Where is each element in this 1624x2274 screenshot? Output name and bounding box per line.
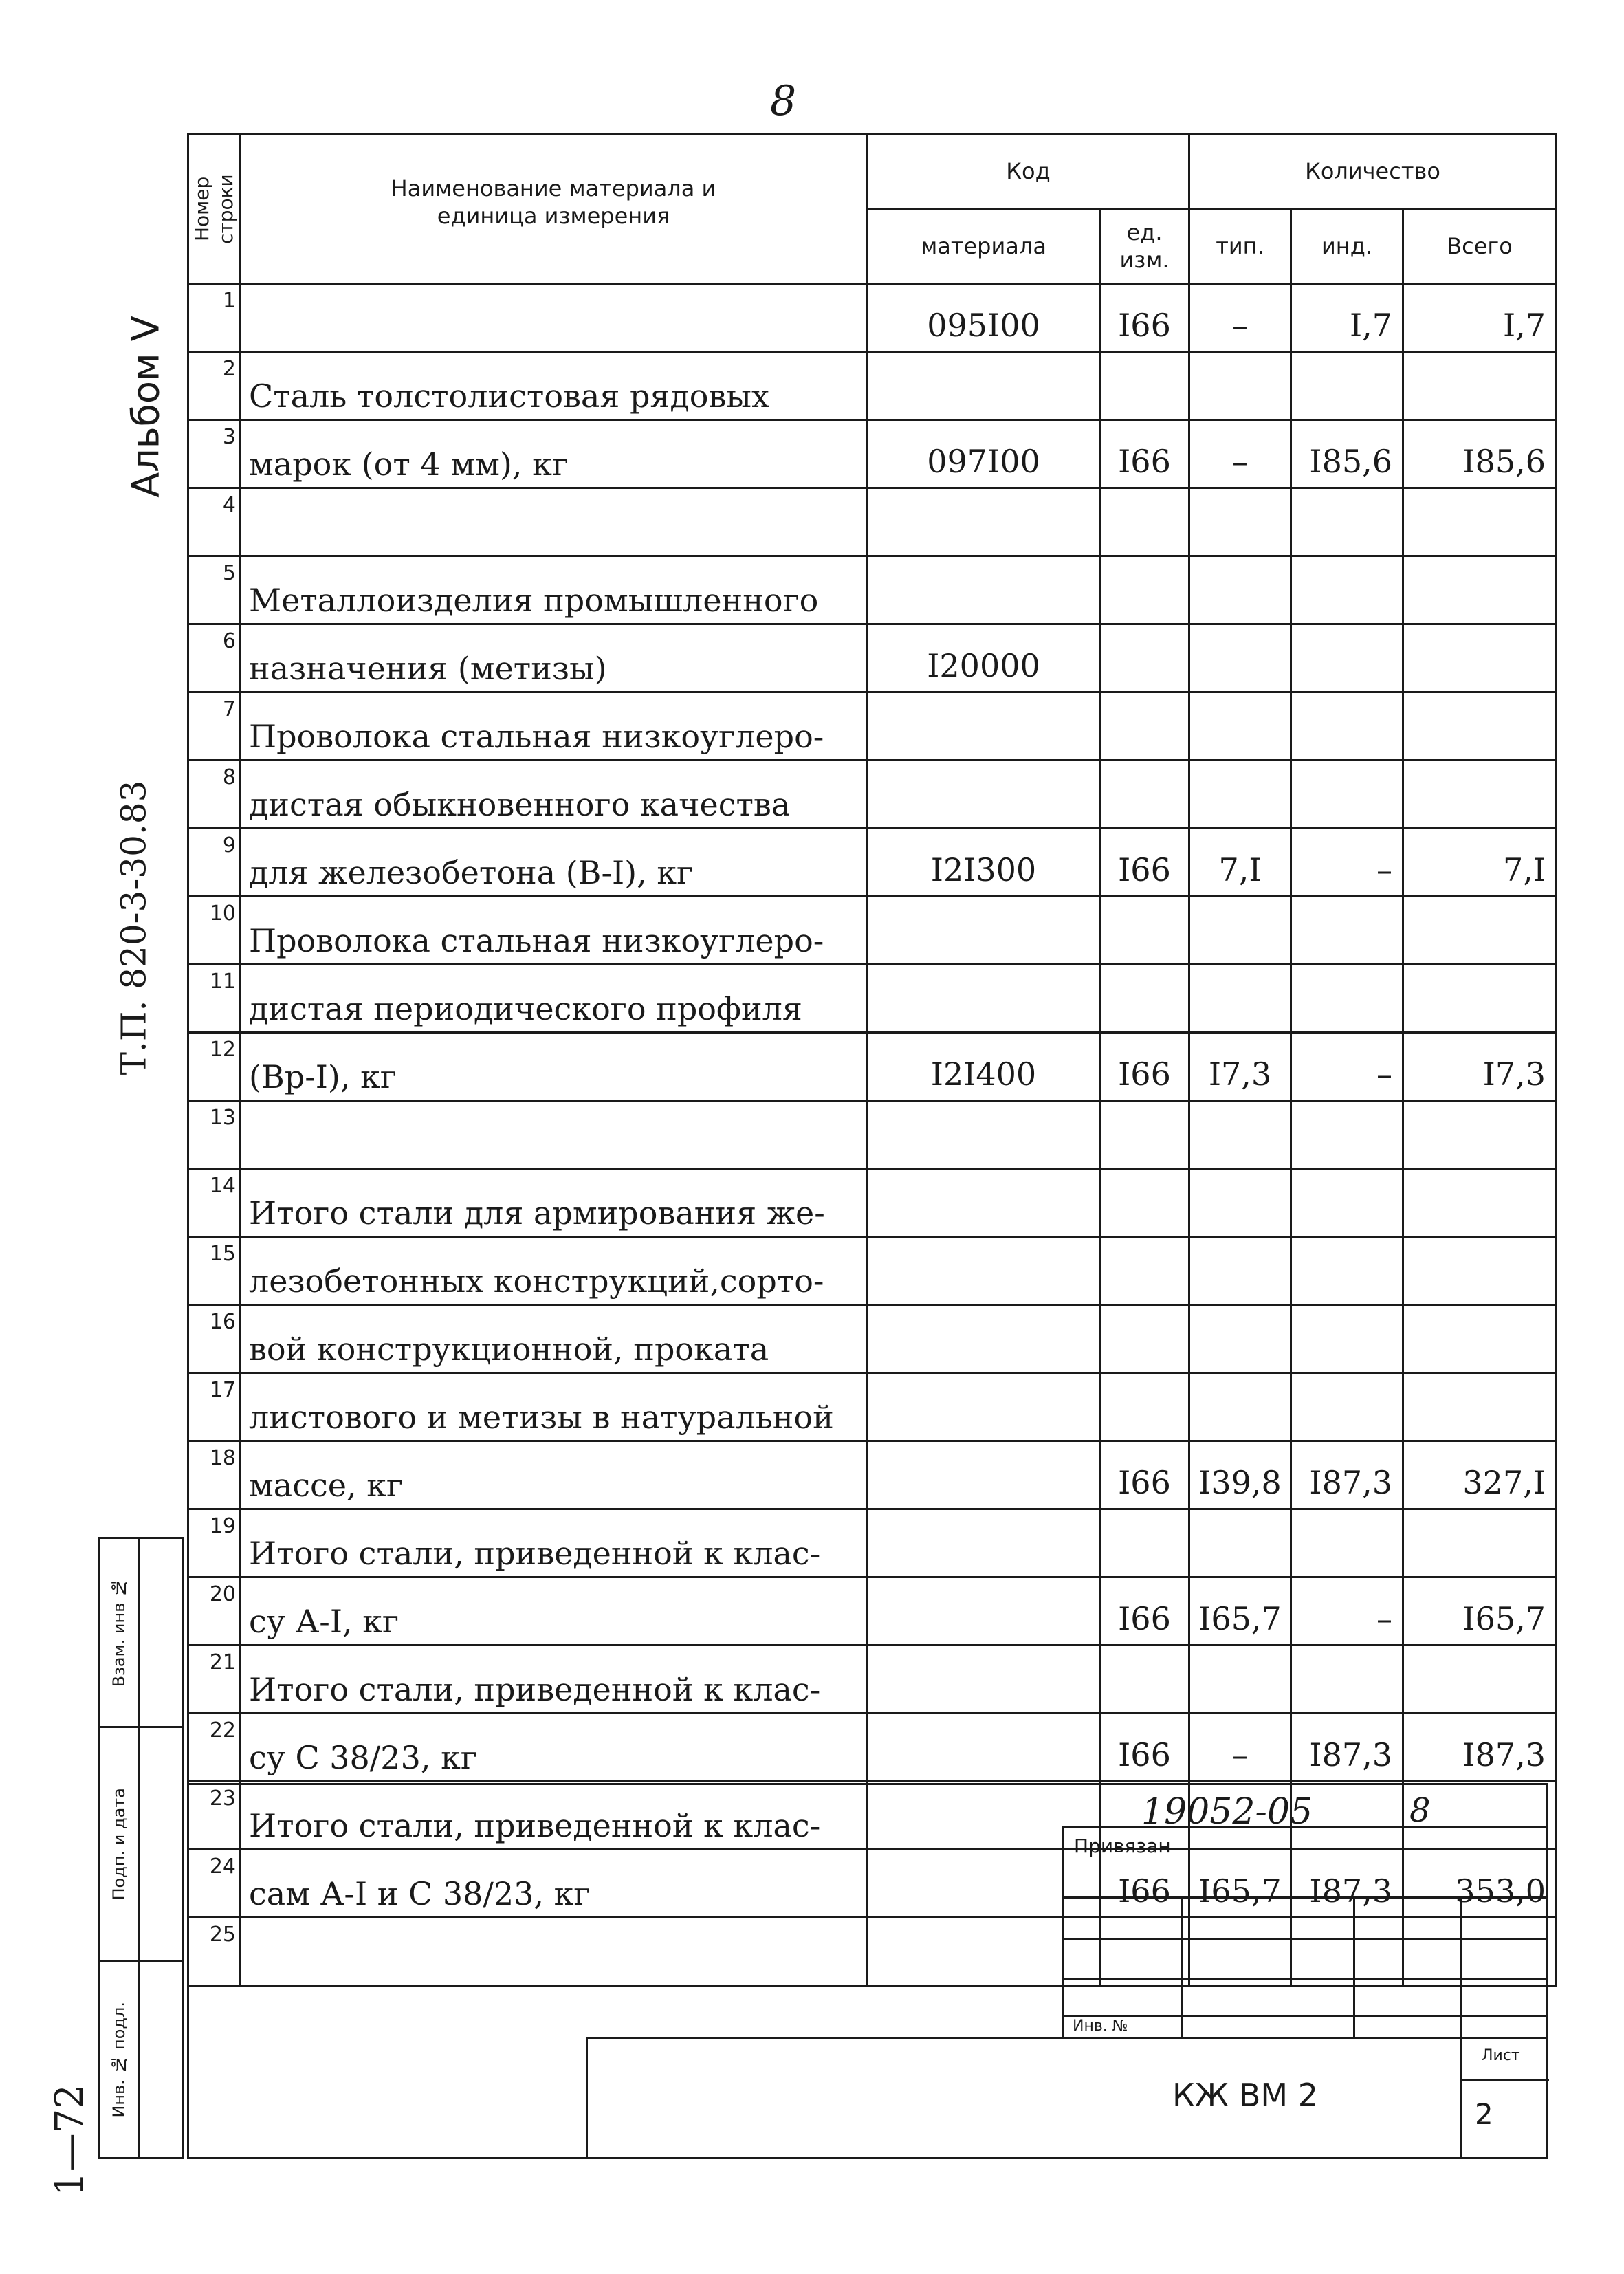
qty-ind [1291,692,1403,761]
unit-code: I66 [1100,1441,1189,1509]
row-number: 12 [188,1033,240,1101]
table-row [188,897,1557,965]
material-code: 097I00 [868,420,1100,488]
table-row [188,1509,1557,1577]
qty-ind [1291,1101,1403,1169]
header-material-name: Наименование материала и единица измерения [240,134,868,284]
table-row [188,1373,1557,1441]
qty-total [1403,897,1557,965]
material-code: I2I400 [868,1033,1100,1101]
header-qty-ind: инд. [1291,209,1403,284]
qty-tip [1189,1305,1291,1373]
qty-total: 327,I [1403,1441,1557,1509]
stamp-label-vzam: Взам. инв № [109,1577,129,1687]
table-row [188,624,1557,692]
row-number: 6 [188,624,240,692]
qty-total [1403,1373,1557,1441]
unit-code: I66 [1100,420,1189,488]
row-number: 3 [188,420,240,488]
qty-ind [1291,965,1403,1033]
material-code [868,1509,1100,1577]
material-name [240,284,868,352]
binding-label: Привязан [1074,1835,1171,1857]
qty-total: I7,3 [1403,1033,1557,1101]
table-row [188,1101,1557,1169]
qty-tip: I7,3 [1189,1033,1291,1101]
unit-code [1100,761,1189,829]
row-number: 1 [188,284,240,352]
row-number: 23 [188,1782,240,1850]
table-header-row-1 [188,134,1557,209]
qty-tip: I65,7 [1189,1577,1291,1646]
unit-code [1100,1101,1189,1169]
qty-ind: I87,3 [1291,1850,1403,1918]
qty-ind [1291,761,1403,829]
qty-total: I87,3 [1403,1714,1557,1782]
material-code [868,965,1100,1033]
row-number: 10 [188,897,240,965]
qty-total [1403,488,1557,556]
material-name: су С 38/23, кг [240,1714,868,1782]
row-number: 4 [188,488,240,556]
qty-ind: I87,3 [1291,1714,1403,1782]
qty-ind [1291,1237,1403,1305]
material-code [868,897,1100,965]
qty-ind: I87,3 [1291,1441,1403,1509]
unit-code: I66 [1100,1033,1189,1101]
qty-tip [1189,965,1291,1033]
table-row [188,1441,1557,1509]
table-row [188,284,1557,352]
material-name: марок (от 4 мм), кг [240,420,868,488]
stamp-label-inv: Инв. № подл. [109,2001,129,2118]
qty-tip [1189,556,1291,624]
row-number: 19 [188,1509,240,1577]
unit-code [1100,1237,1189,1305]
material-name: сам А-I и С 38/23, кг [240,1850,868,1918]
qty-ind: – [1291,829,1403,897]
unit-code [1100,1305,1189,1373]
header-code-material: материала [868,209,1100,284]
qty-tip [1189,1169,1291,1237]
qty-total: I,7 [1403,284,1557,352]
material-code [868,352,1100,420]
table-row [188,1305,1557,1373]
unit-code [1100,1373,1189,1441]
material-code [868,556,1100,624]
qty-tip [1189,1101,1291,1169]
material-name: лезобетонных конструкций,сорто- [240,1237,868,1305]
table-row [188,556,1557,624]
material-name: назначения (метизы) [240,624,868,692]
qty-ind [1291,1305,1403,1373]
material-code [868,1441,1100,1509]
stamp-cell-podp [100,1728,182,1962]
qty-total [1403,1169,1557,1237]
unit-code: I66 [1100,1850,1189,1918]
material-name: (Вр-I), кг [240,1033,868,1101]
qty-total [1403,1646,1557,1714]
row-number: 18 [188,1441,240,1509]
row-number: 20 [188,1577,240,1646]
qty-tip: – [1189,284,1291,352]
binding-block [1062,1826,1548,2039]
qty-total [1403,352,1557,420]
material-code [868,1305,1100,1373]
materials-table [187,133,1557,1987]
stamp-column [98,1537,184,2159]
stamp-cell-vzam [100,1539,182,1728]
table-row [188,692,1557,761]
header-quantity: Количество [1189,134,1557,209]
material-name: Итого стали, приведенной к клас- [240,1509,868,1577]
unit-code [1100,897,1189,965]
sheet-value: 2 [1475,2097,1493,2131]
qty-ind: – [1291,1033,1403,1101]
qty-total [1403,965,1557,1033]
material-name: су А-I, кг [240,1577,868,1646]
doc-number: 19052-05 [1141,1791,1313,1833]
qty-total [1403,624,1557,692]
table-row [188,1577,1557,1646]
album-label: Альбом V [124,316,168,498]
qty-ind [1291,352,1403,420]
header-code: Код [868,134,1189,209]
unit-code [1100,1509,1189,1577]
material-code [868,1577,1100,1646]
material-code: I2I300 [868,829,1100,897]
unit-code [1100,1169,1189,1237]
row-number: 7 [188,692,240,761]
qty-total: 353,0 [1403,1850,1557,1918]
row-number: 13 [188,1101,240,1169]
table-row [188,965,1557,1033]
qty-ind [1291,1373,1403,1441]
table-row [188,1646,1557,1714]
unit-code [1100,692,1189,761]
row-number: 25 [188,1918,240,1986]
doc-sheet-number: 8 [1409,1791,1431,1830]
row-number: 2 [188,352,240,420]
qty-tip [1189,488,1291,556]
material-name: Проволока стальная низкоуглеро- [240,692,868,761]
material-code [868,692,1100,761]
material-name [240,488,868,556]
row-number: 21 [188,1646,240,1714]
material-name: для железобетона (В-I), кг [240,829,868,897]
qty-total [1403,692,1557,761]
qty-tip [1189,624,1291,692]
table-row [188,420,1557,488]
table-row [188,1169,1557,1237]
qty-ind [1291,556,1403,624]
header-row-number: Номер строки [188,134,240,284]
qty-total [1403,1305,1557,1373]
material-name: Итого стали для армирования же- [240,1169,868,1237]
material-name: Итого стали, приведенной к клас- [240,1782,868,1850]
table-row [188,488,1557,556]
unit-code: I66 [1100,284,1189,352]
qty-tip [1189,1509,1291,1577]
unit-code [1100,352,1189,420]
row-number: 14 [188,1169,240,1237]
qty-tip [1189,761,1291,829]
qty-ind [1291,1509,1403,1577]
title-box [586,2037,1548,2159]
unit-code [1100,965,1189,1033]
material-code [868,761,1100,829]
material-name: массе, кг [240,1441,868,1509]
inv-no-label: Инв. № [1073,2018,1128,2035]
qty-tip: – [1189,420,1291,488]
material-code [868,1169,1100,1237]
material-name: дистая периодического профиля [240,965,868,1033]
table-row [188,761,1557,829]
qty-total [1403,1101,1557,1169]
qty-tip [1189,1237,1291,1305]
table-row [188,1237,1557,1305]
qty-total [1403,1509,1557,1577]
header-qty-total: Всего [1403,209,1557,284]
header-code-unit: ед. изм. [1100,209,1189,284]
material-code [868,1373,1100,1441]
material-code [868,1714,1100,1782]
qty-tip [1189,897,1291,965]
qty-ind: I,7 [1291,284,1403,352]
drawing-code: КЖ ВМ 2 [1172,2077,1318,2114]
material-name [240,1101,868,1169]
qty-ind [1291,1646,1403,1714]
qty-tip [1189,352,1291,420]
sheet-label: Лист [1482,2047,1520,2064]
qty-total: I65,7 [1403,1577,1557,1646]
row-number: 11 [188,965,240,1033]
material-name: вой конструкционной, проката [240,1305,868,1373]
material-code: 095I00 [868,284,1100,352]
qty-tip: – [1189,1714,1291,1782]
row-number: 16 [188,1305,240,1373]
material-code [868,1101,1100,1169]
row-number: 24 [188,1850,240,1918]
row-number: 9 [188,829,240,897]
unit-code [1100,1646,1189,1714]
material-name: Сталь толстолистовая рядовых [240,352,868,420]
row-number: 5 [188,556,240,624]
stamp-label-podp: Подп. и дата [109,1787,129,1901]
qty-ind [1291,897,1403,965]
material-code [868,488,1100,556]
qty-tip: I65,7 [1189,1850,1291,1918]
table-row [188,352,1557,420]
unit-code [1100,624,1189,692]
unit-code: I66 [1100,1714,1189,1782]
material-name: Итого стали, приведенной к клас- [240,1646,868,1714]
material-code [868,1646,1100,1714]
qty-ind [1291,1169,1403,1237]
table-row [188,1714,1557,1782]
row-number: 17 [188,1373,240,1441]
row-number: 15 [188,1237,240,1305]
material-name: Металлоизделия промышленного [240,556,868,624]
header-qty-tip: тип. [1189,209,1291,284]
unit-code: I66 [1100,829,1189,897]
qty-total [1403,556,1557,624]
row-number: 8 [188,761,240,829]
qty-ind [1291,624,1403,692]
qty-ind: – [1291,1577,1403,1646]
qty-tip [1189,692,1291,761]
qty-tip [1189,1373,1291,1441]
qty-ind: I85,6 [1291,420,1403,488]
material-name: дистая обыкновенного качества [240,761,868,829]
stamp-cell-inv [100,1962,182,2157]
qty-tip [1189,1646,1291,1714]
material-name: Проволока стальная низкоуглеро- [240,897,868,965]
material-code: I20000 [868,624,1100,692]
unit-code: I66 [1100,1577,1189,1646]
project-code-label: Т.П. 820-3-30.83 [113,780,154,1075]
page-number: 8 [770,77,797,125]
qty-tip: 7,I [1189,829,1291,897]
row-number: 22 [188,1714,240,1782]
qty-total: 7,I [1403,829,1557,897]
qty-total [1403,1237,1557,1305]
material-code [868,1237,1100,1305]
table-row [188,1033,1557,1101]
unit-code [1100,488,1189,556]
qty-ind [1291,488,1403,556]
qty-total [1403,761,1557,829]
material-name: листового и метизы в натуральной [240,1373,868,1441]
qty-total: I85,6 [1403,420,1557,488]
qty-tip: I39,8 [1189,1441,1291,1509]
table-row [188,829,1557,897]
sheet-code-label: 1—72 [47,2084,92,2196]
unit-code [1100,556,1189,624]
